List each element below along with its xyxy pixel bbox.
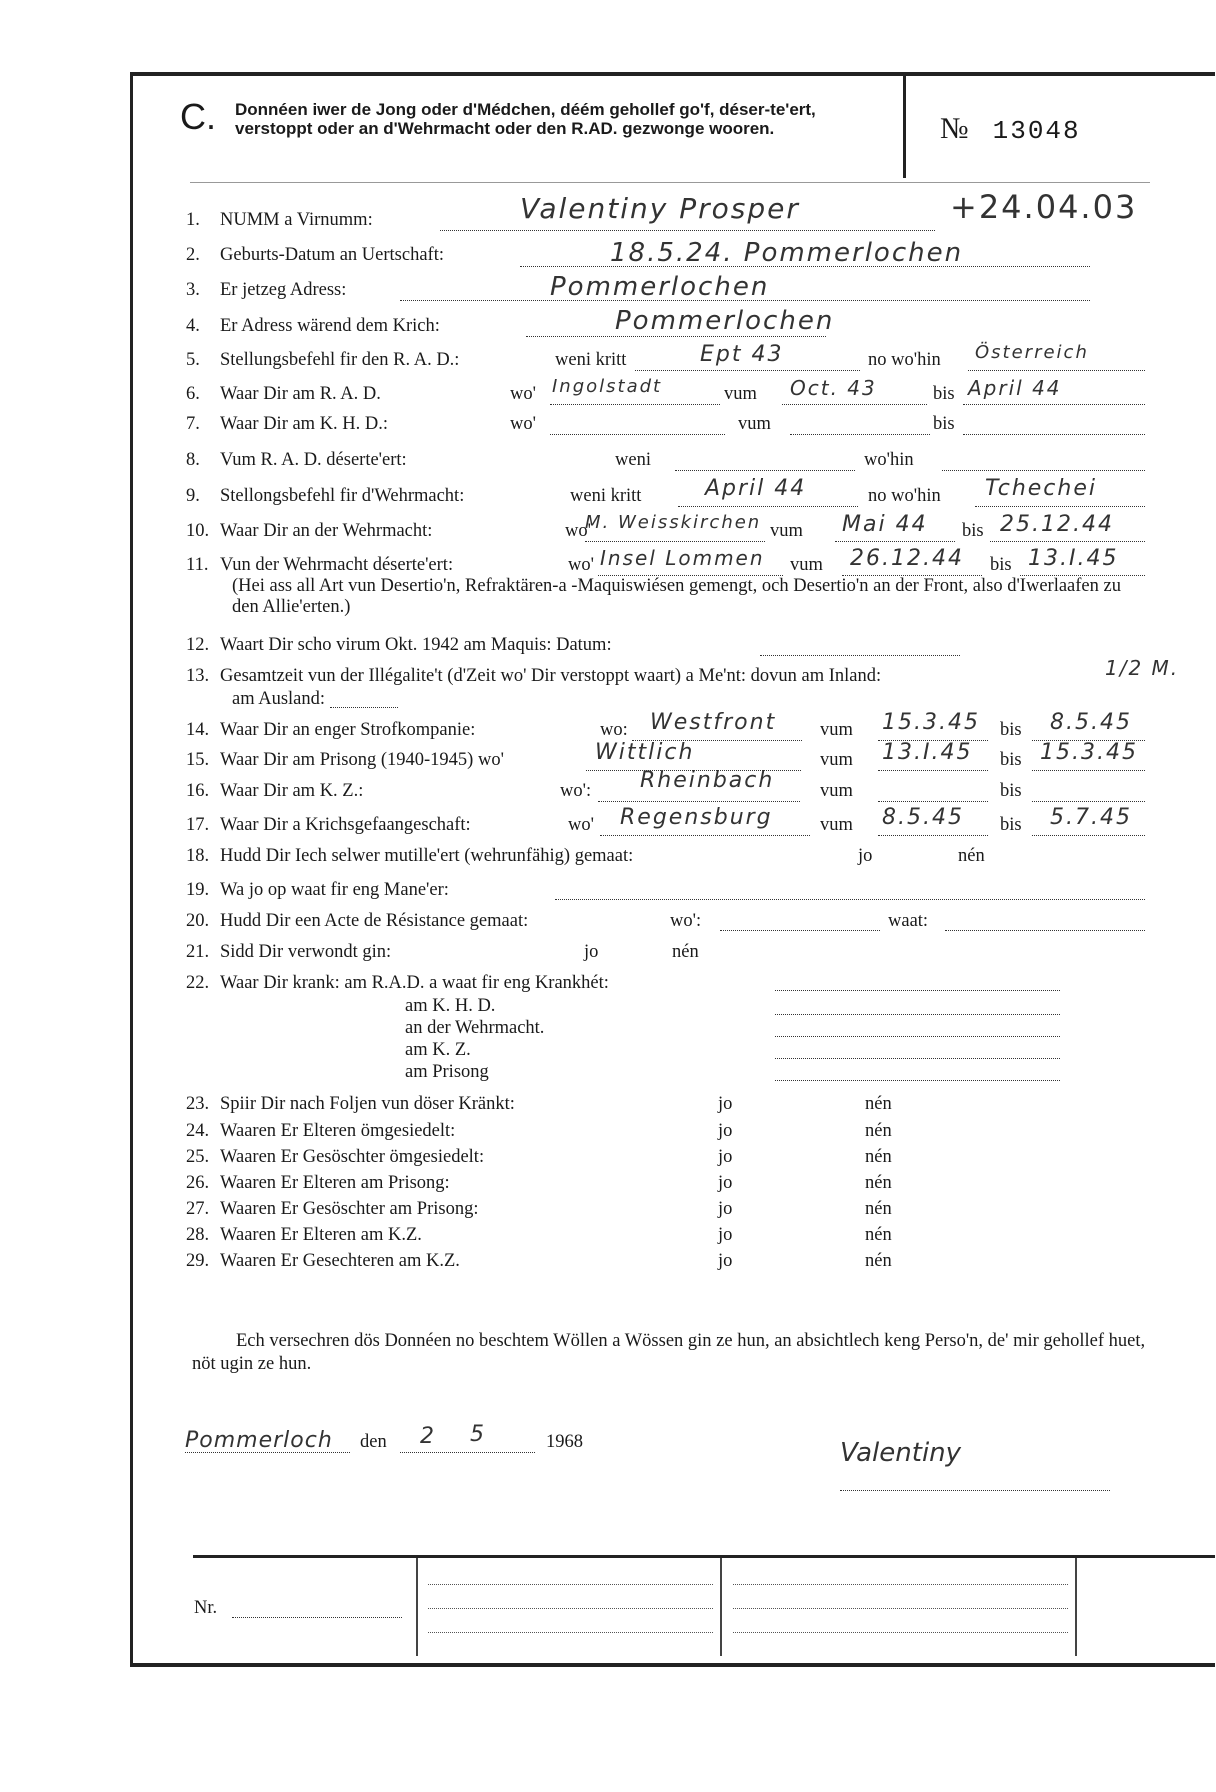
dotted-line — [585, 541, 765, 542]
field-15 — [186, 750, 504, 771]
field-label: Waar Dir am K. Z.: — [220, 781, 364, 801]
handwritten-prison-from[interactable]: 13.I.45 — [882, 740, 973, 765]
dotted-line — [675, 470, 855, 471]
field-number: 3. — [186, 280, 200, 300]
dotted-line — [598, 801, 800, 802]
field-number: 2. — [186, 245, 200, 265]
handwritten-pow-to[interactable]: 5.7.45 — [1050, 805, 1132, 830]
option-jo[interactable]: jo — [718, 1147, 733, 1167]
field-label: Geburts-Datum an Uertschaft: — [220, 245, 444, 265]
field-label: Waaren Er Gesechteren am K.Z. — [220, 1251, 460, 1271]
field-number: 24. — [186, 1121, 210, 1141]
dotted-line — [428, 1632, 713, 1633]
handwritten-desertion-from[interactable]: 26.12.44 — [850, 546, 964, 571]
option-nen[interactable]: nén — [865, 1225, 892, 1245]
dotted-line — [878, 835, 988, 836]
dotted-line — [963, 404, 1145, 405]
label-vum: vum — [820, 720, 853, 740]
field-number: 29. — [186, 1251, 210, 1271]
dotted-line — [550, 434, 725, 435]
handwritten-rad-date[interactable]: Ept 43 — [700, 342, 784, 367]
field-label: Waaren Er Gesöschter am Prisong: — [220, 1199, 479, 1219]
dotted-line — [440, 230, 935, 231]
handwritten-penal-to[interactable]: 8.5.45 — [1050, 710, 1132, 735]
field-19 — [186, 880, 449, 901]
handwritten-service-from[interactable]: Mai 44 — [842, 512, 928, 537]
field-28 — [186, 1225, 422, 1246]
field-number: 28. — [186, 1225, 210, 1245]
dotted-line — [968, 370, 1145, 371]
field-9 — [186, 486, 464, 507]
option-nen[interactable]: nén — [865, 1173, 892, 1193]
label-vum: vum — [820, 750, 853, 770]
field-13 — [186, 666, 881, 687]
handwritten-penal-where[interactable]: Westfront — [650, 710, 777, 735]
field-7 — [186, 414, 388, 435]
header-rule — [190, 182, 1150, 183]
field-3 — [186, 280, 346, 301]
field-label: Wa jo op waat fir eng Mane'er: — [220, 880, 449, 900]
label-wo: wo' — [565, 521, 591, 541]
field-14 — [186, 720, 475, 741]
option-jo-selected[interactable]: jo — [858, 846, 873, 866]
field-number: 18. — [186, 846, 210, 866]
field-1 — [186, 210, 373, 231]
section-letter: C. — [180, 96, 216, 137]
field-label: Er jetzeg Adress: — [220, 280, 347, 300]
field-number: 27. — [186, 1199, 210, 1219]
form-number — [940, 112, 1081, 146]
label-vum: vum — [820, 781, 853, 801]
dotted-line — [330, 707, 398, 708]
field-number: 17. — [186, 815, 210, 835]
option-nen[interactable]: nén — [958, 846, 985, 866]
dotted-line — [600, 835, 810, 836]
option-jo[interactable]: jo — [718, 1121, 733, 1141]
field-number: 5. — [186, 350, 200, 370]
label-wohin: wo'hin — [864, 450, 914, 470]
dotted-line — [975, 506, 1145, 507]
field-label: Waar Dir a Krichsgefaangeschaft: — [220, 815, 471, 835]
number-divider — [903, 72, 906, 178]
handwritten-rad-place[interactable]: Österreich — [975, 342, 1089, 363]
option-jo[interactable]: jo — [718, 1199, 733, 1219]
field-label: Waar Dir am K. H. D.: — [220, 414, 389, 434]
field-5 — [186, 350, 459, 371]
dotted-line — [945, 930, 1145, 931]
handwritten-rad-from[interactable]: Oct. 43 — [790, 376, 877, 400]
label-wo: wo: — [600, 720, 628, 740]
label-bis: bis — [1000, 720, 1022, 740]
dotted-line — [835, 541, 955, 542]
option-nen[interactable]: nén — [865, 1251, 892, 1271]
field-number: 8. — [186, 450, 200, 470]
field-16 — [186, 781, 363, 802]
field-number: 19. — [186, 880, 210, 900]
sub-label-prisong: am Prisong — [405, 1062, 489, 1082]
label-weni-kritt: weni kritt — [570, 486, 642, 506]
handwritten-birth[interactable]: 18.5.24. Pommerlochen — [610, 238, 964, 268]
label-vum: vum — [820, 815, 853, 835]
handwritten-month[interactable]: 5 — [470, 1422, 486, 1447]
dotted-line — [840, 1490, 1110, 1491]
handwritten-prison-where[interactable]: Wittlich — [595, 740, 695, 765]
label-no-wohin: no wo'hin — [868, 350, 941, 370]
dotted-line — [555, 899, 1145, 900]
label-wo: wo' — [510, 384, 536, 404]
field-2 — [186, 245, 444, 266]
field-number: 12. — [186, 635, 210, 655]
field-label: NUMM a Virnumm: — [220, 210, 373, 230]
footer-divider — [416, 1558, 418, 1656]
field-label: Spiir Dir nach Foljen vun döser Kränkt: — [220, 1094, 515, 1114]
dotted-line — [733, 1584, 1068, 1585]
field-22 — [186, 973, 609, 994]
field-21 — [186, 942, 391, 963]
dotted-line — [1032, 835, 1145, 836]
label-wo: wo' — [477, 750, 504, 770]
label-vum: vum — [790, 555, 823, 575]
handwritten-desertion-to[interactable]: 13.I.45 — [1028, 546, 1119, 571]
label-bis: bis — [933, 414, 955, 434]
field-number: 7. — [186, 414, 200, 434]
field-17 — [186, 815, 471, 836]
dotted-line — [185, 1452, 350, 1453]
label-weni: weni — [615, 450, 651, 470]
label-bis: bis — [1000, 815, 1022, 835]
label-den: den — [360, 1432, 387, 1452]
field-label: Stellongsbefehl fir d'Wehrmacht: — [220, 486, 465, 506]
field-label: Waaren Er Elteren ömgesiedelt: — [220, 1121, 456, 1141]
number-symbol: № — [940, 112, 969, 145]
option-nen[interactable]: nén — [865, 1199, 892, 1219]
form-title: Donnéen iwer de Jong oder d'Médchen, déém gehollef go'f, déser-te'ert, verstoppt oder an d'Wehrmacht oder den R.AD. gezwonge wooren. — [235, 100, 816, 138]
option-jo[interactable]: jo — [718, 1173, 733, 1193]
sub-label-kz: am K. Z. — [405, 1040, 471, 1060]
field-4 — [186, 316, 440, 337]
dotted-line — [733, 1632, 1068, 1633]
sub-label-khd: am K. H. D. — [405, 996, 496, 1016]
field-label: Waaren Er Gesöschter ömgesiedelt: — [220, 1147, 485, 1167]
field-6 — [186, 384, 381, 405]
label-bis: bis — [1000, 750, 1022, 770]
field-number: 14. — [186, 720, 210, 740]
field-label: Vun der Wehrmacht déserte'ert: — [220, 555, 454, 575]
field-label: Waar Dir an der Wehrmacht: — [220, 521, 433, 541]
field-number: 6. — [186, 384, 200, 404]
option-nen[interactable]: nén — [865, 1094, 892, 1114]
dotted-line — [678, 506, 858, 507]
field-29 — [186, 1251, 460, 1272]
field-12 — [186, 635, 612, 656]
dotted-line — [775, 1014, 1060, 1015]
option-nen[interactable]: nén — [865, 1121, 892, 1141]
field-label: Waaren Er Elteren am Prisong: — [220, 1173, 450, 1193]
footer-divider — [720, 1558, 722, 1656]
dotted-line — [782, 404, 927, 405]
label-wo: wo' — [568, 555, 594, 575]
label-bis: bis — [933, 384, 955, 404]
field-24 — [186, 1121, 455, 1142]
dotted-line — [733, 1608, 1068, 1609]
handwritten-penal-from[interactable]: 15.3.45 — [882, 710, 980, 735]
label-datum: Datum: — [556, 635, 612, 655]
dotted-line — [550, 404, 720, 405]
field-label: Stellungsbefehl fir den R. A. D.: — [220, 350, 460, 370]
label-bis: bis — [962, 521, 984, 541]
field-label: Gesamtzeit vun der Illégalite't (d'Zeit wo' Dir verstoppt waart) a Me'nt: dovun am Inland: — [220, 666, 882, 686]
field-25 — [186, 1147, 484, 1168]
field-20 — [186, 911, 528, 932]
handwritten-rad-to[interactable]: April 44 — [968, 376, 1062, 400]
field-number: 9. — [186, 486, 200, 506]
dotted-line — [775, 1058, 1060, 1059]
label-nr: Nr. — [194, 1598, 218, 1618]
field-number: 4. — [186, 316, 200, 336]
dotted-line — [775, 1080, 1060, 1081]
handwritten-rad-where[interactable]: Ingolstadt — [552, 376, 663, 397]
handwritten-address[interactable]: Pommerlochen — [550, 272, 770, 302]
label-wo: wo': — [670, 911, 702, 931]
handwritten-service-where[interactable]: M. Weisskirchen — [585, 512, 762, 533]
handwritten-place[interactable]: Pommerloch — [185, 1428, 333, 1453]
footer-divider — [1075, 1558, 1077, 1656]
field-23 — [186, 1094, 515, 1115]
handwritten-war-address[interactable]: Pommerlochen — [615, 306, 835, 336]
option-jo[interactable]: jo — [718, 1251, 733, 1271]
handwritten-pow-where[interactable]: Regensburg — [620, 805, 773, 830]
field-label: Waar Dir an enger Strofkompanie: — [220, 720, 476, 740]
dotted-line — [428, 1584, 713, 1585]
field-number: 15. — [186, 750, 210, 770]
dotted-line — [790, 434, 930, 435]
dotted-line — [428, 1608, 713, 1609]
label-no-wohin: no wo'hin — [868, 486, 941, 506]
year-printed: 1968 — [546, 1432, 583, 1452]
dotted-line — [720, 930, 880, 931]
field-number: 10. — [186, 521, 210, 541]
field-label: Sidd Dir verwondt gin: — [220, 942, 392, 962]
label-waat: waat: — [888, 911, 929, 931]
field-label: Er Adress wärend dem Krich: — [220, 316, 440, 336]
label-bis: bis — [990, 555, 1012, 575]
dotted-line — [775, 990, 1060, 991]
handwritten-kz-where[interactable]: Rheinbach — [640, 768, 775, 793]
field-label: Waar Dir am Prisong (1940-1945) — [220, 750, 474, 770]
declaration-text: Ech versechren dös Donnéen no beschtem Wöllen a Wössen gin ze hun, an absichtlech keng Perso'n, de' mir gehollef huet, nöt ugin ze hun. — [192, 1331, 1146, 1374]
signature[interactable]: Valentiny — [840, 1438, 962, 1468]
dotted-line — [963, 434, 1145, 435]
sub-label-wehrmacht: an der Wehrmacht. — [405, 1018, 545, 1038]
field-8 — [186, 450, 407, 471]
field-number: 22. — [186, 973, 210, 993]
handwritten-wehrmacht-place[interactable]: Tchechei — [985, 476, 1097, 501]
label-weni-kritt: weni kritt — [555, 350, 627, 370]
option-jo[interactable]: jo — [718, 1094, 733, 1114]
field-label: Hudd Dir Iech selwer mutille'ert (wehrunfähig) gemaat: — [220, 846, 634, 866]
dotted-line — [635, 370, 860, 371]
handwritten-prison-to[interactable]: 15.3.45 — [1040, 740, 1138, 765]
field-number: 21. — [186, 942, 210, 962]
handwritten-wehrmacht-date[interactable]: April 44 — [705, 476, 807, 501]
handwritten-service-to[interactable]: 25.12.44 — [1000, 512, 1114, 537]
footer-table — [193, 1555, 1215, 1656]
dotted-line — [526, 336, 826, 337]
field-label: Waaren Er Elteren am K.Z. — [220, 1225, 422, 1245]
label-am-ausland: am Ausland: — [232, 689, 326, 709]
field-11 — [186, 555, 453, 576]
field-18 — [186, 846, 633, 867]
dotted-line — [942, 470, 1145, 471]
dotted-line — [1032, 770, 1145, 771]
dotted-line — [878, 801, 988, 802]
field-26 — [186, 1173, 450, 1194]
option-jo[interactable]: jo — [718, 1225, 733, 1245]
field-10 — [186, 521, 432, 542]
field-number: 25. — [186, 1147, 210, 1167]
label-wo: wo': — [560, 781, 592, 801]
handwritten-death-date[interactable]: +24.04.03 — [950, 188, 1138, 226]
dotted-line — [990, 541, 1145, 542]
field-label: Waar Dir am R. A. D. — [220, 384, 381, 404]
field-number: 11. — [186, 555, 209, 575]
label-vum: vum — [738, 414, 771, 434]
handwritten-pow-from[interactable]: 8.5.45 — [882, 805, 964, 830]
handwritten-day[interactable]: 2 — [420, 1424, 436, 1449]
number-value: 13048 — [992, 116, 1081, 146]
handwritten-name[interactable]: Valentiny Prosper — [520, 192, 800, 225]
field-number: 16. — [186, 781, 210, 801]
field-11-note: (Hei ass all Art vun Desertio'n, Refraktären-a -Maquiswiésen gemengt, och Desertio'n an der Front, also d'Iwerlaafen zu den Allie'erten.) — [232, 576, 1121, 617]
label-bis: bis — [1000, 781, 1022, 801]
label-wo: wo' — [510, 414, 536, 434]
field-number: 23. — [186, 1094, 210, 1114]
field-label: Waar Dir krank: am R.A.D. a waat fir eng Krankhét: — [220, 973, 609, 993]
field-number: 13. — [186, 666, 210, 686]
dotted-line — [400, 1452, 535, 1453]
dotted-line — [232, 1617, 402, 1618]
field-label: Waart Dir scho virum Okt. 1942 am Maquis: — [220, 635, 552, 655]
option-jo-selected[interactable]: jo — [584, 942, 599, 962]
label-vum: vum — [770, 521, 803, 541]
dotted-line — [775, 1036, 1060, 1037]
handwritten-desertion-where[interactable]: Insel Lommen — [600, 546, 765, 570]
field-number: 26. — [186, 1173, 210, 1193]
field-label: Vum R. A. D. déserte'ert: — [220, 450, 407, 470]
field-number: 1. — [186, 210, 200, 230]
dotted-line — [1032, 801, 1145, 802]
option-nen[interactable]: nén — [672, 942, 699, 962]
dotted-line — [878, 770, 988, 771]
handwritten-inland-time[interactable]: 1/2 M. — [1105, 656, 1180, 680]
field-number: 20. — [186, 911, 210, 931]
field-27 — [186, 1199, 478, 1220]
dotted-line — [760, 655, 960, 656]
field-label: Hudd Dir een Acte de Résistance gemaat: — [220, 911, 529, 931]
label-wo: wo' — [568, 815, 594, 835]
label-vum: vum — [724, 384, 757, 404]
option-nen[interactable]: nén — [865, 1147, 892, 1167]
